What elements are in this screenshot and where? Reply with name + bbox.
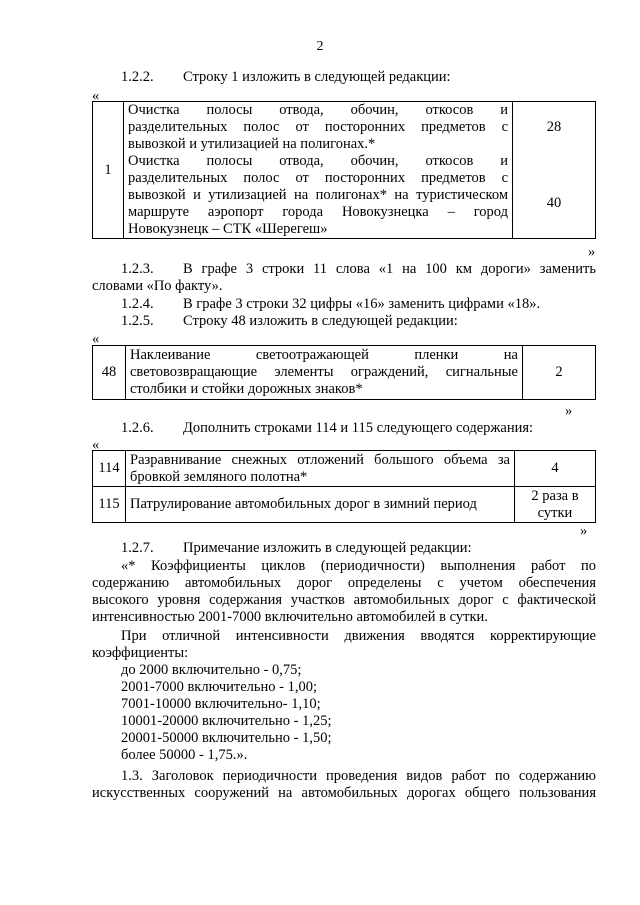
value-cell <box>515 487 596 523</box>
row-number: 48 <box>93 346 126 400</box>
quote-open: « <box>92 88 100 104</box>
note-line: содержанию автомобильных дорог определены с учетом обеспечения <box>92 575 596 591</box>
description-cell <box>124 153 513 239</box>
desc-line: разделительных полос от посторонних предметов с <box>128 170 508 186</box>
quote-open: « <box>92 437 100 453</box>
paragraph-line: 1.3. Заголовок периодичности проведения видов работ по содержанию <box>121 768 596 784</box>
note-paragraph <box>92 558 596 626</box>
desc-line: маршруте аэропорт города Новокузнецка – город <box>128 204 508 220</box>
desc-line: Разравнивание снежных отложений большого объема за <box>130 451 510 468</box>
value-line: 2 раза в <box>531 487 579 504</box>
correction-paragraph <box>92 628 596 662</box>
list-item: 10001-20000 включительно - 1,25; <box>121 713 332 729</box>
correction-line: При отличной интенсивности движения вводятся корректирующие <box>121 628 596 644</box>
paragraph-1-2-5 <box>121 313 458 330</box>
quote-close: » <box>580 523 588 539</box>
paragraph-number: 1.2.6. <box>121 420 154 436</box>
paragraph-line: искусственных сооружений на автомобильных дорогах общего пользования <box>92 785 596 801</box>
desc-line: Очистка полосы отвода, обочин, откосов и <box>128 153 508 169</box>
table-row-1 <box>92 101 596 239</box>
desc-line: световозвращающие элементы ограждений, сигнальные <box>130 364 518 380</box>
coefficients-list <box>121 662 332 764</box>
row-number: 1 <box>93 102 124 239</box>
paragraph-text: В графе 3 строки 11 слова «1 на 100 км дороги» заменить <box>183 261 596 277</box>
list-item: до 2000 включительно - 0,75; <box>121 662 302 678</box>
paragraph-1-2-7 <box>121 540 472 557</box>
paragraph-1-2-6 <box>121 420 533 437</box>
paragraph-1-2-4 <box>121 296 540 313</box>
paragraph-text: В графе 3 строки 32 цифры «16» заменить цифрами «18». <box>183 296 541 312</box>
desc-line: Очистка полосы отвода, обочин, откосов и <box>128 102 508 118</box>
paragraph-number: 1.2.7. <box>121 540 154 556</box>
paragraph-number: 1.2.3. <box>121 261 154 277</box>
paragraph-text: Строку 1 изложить в следующей редакции: <box>183 69 451 85</box>
table-row-48 <box>92 345 596 400</box>
desc-line: Новокузнецк – СТК «Шерегеш» <box>128 221 328 237</box>
desc-line: Наклеивание светоотражающей пленки на <box>130 347 518 363</box>
table-row <box>93 451 596 487</box>
list-item: 2001-7000 включительно - 1,00; <box>121 679 318 695</box>
paragraph-number: 1.2.4. <box>121 296 154 312</box>
description-cell <box>124 102 513 154</box>
note-line: «* Коэффициенты циклов (периодичности) выполнения работ по <box>121 558 596 574</box>
correction-line: коэффициенты: <box>92 645 189 661</box>
paragraph-1-2-3 <box>92 261 596 295</box>
paragraph-1-2-2 <box>121 69 451 86</box>
desc-line: вывозкой и утилизацией на полигонах* на туристическом <box>128 187 508 203</box>
paragraph-number: 1.2.2. <box>121 69 154 85</box>
note-line: высокого уровня содержания участков автомобильных дорог с фактической <box>92 592 596 608</box>
list-item: 20001-50000 включительно - 1,50; <box>121 730 332 746</box>
page-number: 2 <box>316 39 324 54</box>
paragraph-number: 1.2.5. <box>121 313 154 329</box>
value-cell: 28 <box>513 102 596 154</box>
description-cell <box>126 451 515 487</box>
paragraph-text: Примечание изложить в следующей редакции: <box>183 540 472 556</box>
row-number: 115 <box>93 487 126 523</box>
description-cell <box>126 346 523 400</box>
quote-open: « <box>92 331 100 347</box>
paragraph-1-3 <box>92 768 596 802</box>
paragraph-text: Строку 48 изложить в следующей редакции: <box>183 313 458 329</box>
description-cell: Патрулирование автомобильных дорог в зимний период <box>126 487 515 523</box>
desc-line: бровкой земляного полотна* <box>130 468 308 485</box>
table-row <box>93 487 596 523</box>
note-line: интенсивностью 2001-7000 включительно автомобилей в сутки. <box>92 609 488 625</box>
value-cell: 4 <box>515 451 596 487</box>
quote-close: » <box>588 244 596 260</box>
desc-line: вывозкой и утилизацией на полигонах.* <box>128 136 376 152</box>
desc-line: столбики и стойки дорожных знаков* <box>130 381 363 397</box>
row-number: 114 <box>93 451 126 487</box>
list-item: 7001-10000 включительно- 1,10; <box>121 696 321 712</box>
value-line: сутки <box>537 504 573 521</box>
value-cell: 2 <box>523 346 596 400</box>
paragraph-text: Дополнить строками 114 и 115 следующего содержания: <box>183 420 534 436</box>
desc-line: разделительных полос от посторонних предметов с <box>128 119 508 135</box>
table-rows-114-115 <box>92 450 596 523</box>
list-item: более 50000 - 1,75.». <box>121 747 248 763</box>
value-cell: 40 <box>513 153 596 239</box>
quote-close: » <box>565 403 573 419</box>
paragraph-text: словами «По факту». <box>92 278 223 294</box>
